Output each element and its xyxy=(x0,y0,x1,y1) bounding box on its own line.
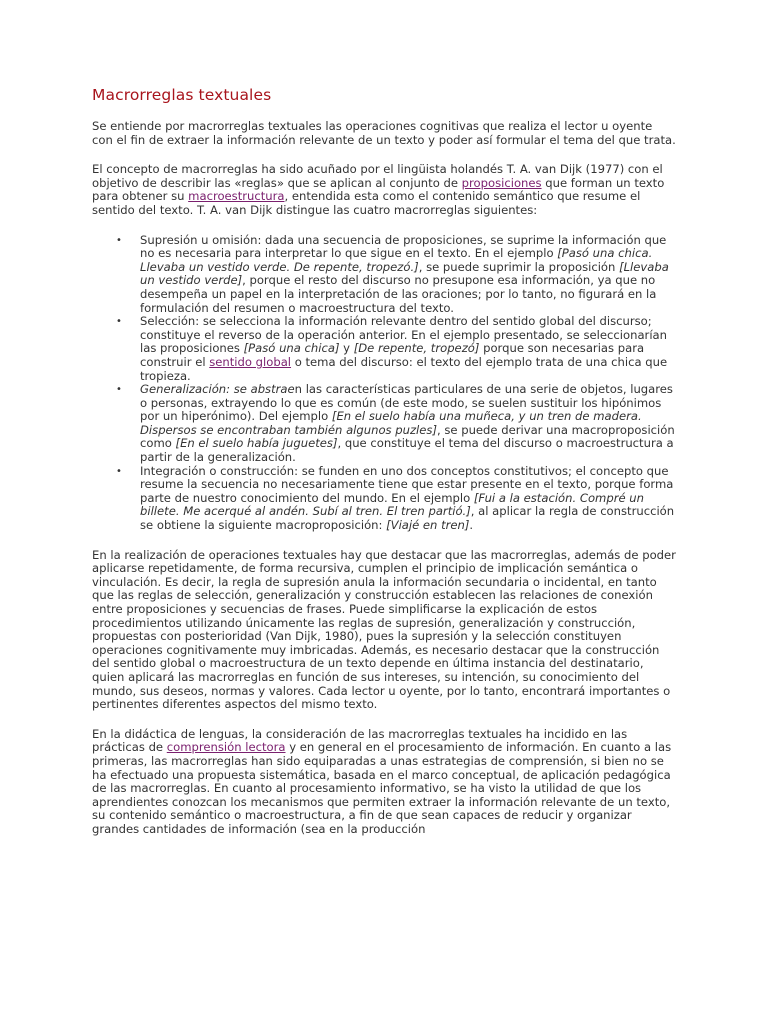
example-text: [En el suelo había una muñeca, y un tren de madera. Dispersos se encontraban también algunos puzles] xyxy=(140,409,642,437)
example-text: [Pasó una chica] xyxy=(243,341,340,356)
text-span: , se puede derivar una macroproposición como xyxy=(140,422,675,451)
link-macroestructura[interactable]: macroestructura xyxy=(188,189,285,204)
list-item-seleccion xyxy=(116,314,676,383)
page-title: Macrorreglas textuales xyxy=(92,86,272,104)
intro-paragraph: Se entiende por macrorreglas textuales las operaciones cognitivas que realiza el lector u oyente con el fin de extraer la información relevante de un texto y poder así formular el tema del que trata. xyxy=(92,119,676,147)
link-proposiciones[interactable]: proposiciones xyxy=(461,175,542,190)
document-page xyxy=(92,86,676,853)
example-text: [De repente, tropezó] xyxy=(353,341,480,356)
text-span: o tema del discurso: el texto del ejemplo trata de una chica que tropieza. xyxy=(140,354,668,383)
text-span: , se puede suprimir la proposición xyxy=(418,259,620,274)
link-comprension-lectora[interactable]: comprensión lectora xyxy=(166,740,286,755)
text-span: que forman un texto para obtener su xyxy=(92,175,665,204)
text-span: n las características particulares de una serie de objetos, lugares o personas, extrayendo lo que es común (de este modo, se suelen sustituir los hipónimos por un hiperónimo). Del ejemplo xyxy=(140,382,673,424)
text-span: Integración o construcción: se funden en uno dos conceptos constitutivos; el concepto que resume la secuencia no necesariamente tiene que estar presente en el texto, porque forma parte de nuestro conocimiento del mundo. En el ejemplo xyxy=(140,463,674,505)
concept-paragraph xyxy=(92,163,676,217)
bullet-icon: • xyxy=(116,234,122,246)
text-span: y xyxy=(339,341,354,356)
text-span: En la didáctica de lenguas, la consideración de las macrorreglas textuales ha incidido en las prácticas de xyxy=(92,726,628,755)
list-item-generalizacion xyxy=(116,382,676,465)
bullet-icon: • xyxy=(116,316,122,328)
text-span: porque son necesarias para construir el xyxy=(140,341,645,369)
text-span: , al aplicar la regla de construcción se obtiene la siguiente macroproposición: xyxy=(140,504,675,533)
didactics-paragraph xyxy=(92,728,676,837)
example-text: [Viajé en tren] xyxy=(386,518,470,533)
bullet-icon: • xyxy=(116,384,122,396)
text-span: , porque el resto del discurso no presupone esa información, ya que no desempeña un papel en la interpretación de las oraciones; por lo tanto, no figurará en la formulación del resumen o macroestructura del texto. xyxy=(140,273,657,315)
text-span: El concepto de macrorreglas ha sido acuñado por el lingüista holandés T. A. van Dijk (1977) con el objetivo de describir las «reglas» que se aplican al conjunto de xyxy=(92,162,663,190)
example-text: [En el suelo había juguetes] xyxy=(175,436,338,451)
text-span: . xyxy=(469,518,474,533)
list-item-integracion xyxy=(116,463,676,533)
operations-paragraph: En la realización de operaciones textuales hay que destacar que las macrorreglas, además de poder aplicarse repetidamente, de forma recursiva, cumplen el principio de implicación semántica o vinculación. Es decir, la regla de supresión anula la información secundaria o incidental, en tanto que las reglas de selección, generalización y construcción establecen las relaciones de conexión entre proposiciones y secuencias de frases. Puede simplificarse la explicación de estos procedimientos utilizando únicamente las reglas de supresión, generalización y construcción, propuestas con posterioridad (Van Dijk, 1980), pues la supresión y la selección constituyen operaciones cognitivamente muy imbricadas. Además, es necesario destacar que la construcción del sentido global o macroestructura de un texto depende en última instancia del destinatario, quien aplicará las macrorreglas en función de sus intereses, su intención, su conocimiento del mundo, sus deseos, normas y valores. Cada lector u oyente, por lo tanto, encontrará importantes o pertinentes diferentes aspectos del mismo texto. xyxy=(92,547,676,712)
bullet-icon: • xyxy=(116,465,122,477)
text-span: Supresión u omisión: dada una secuencia de proposiciones, se suprime la información que no es necesaria para interpretar lo que sigue en el texto. En el ejemplo xyxy=(140,232,667,261)
example-text: [Fui a la estación. Compré un billete. Me acerqué al andén. Subí al tren. El tren partió.] xyxy=(140,490,644,519)
link-sentido-global[interactable]: sentido global xyxy=(209,354,292,369)
text-span: , que constituye el tema del discurso o macroestructura a partir de la generalización. xyxy=(140,436,674,465)
macrorules-list xyxy=(92,234,676,533)
text-span: , entendida esta como el contenido semántico que resume el sentido del texto. T. A. van Dijk distingue las cuatro macrorreglas siguientes: xyxy=(92,189,641,217)
example-text: Generalización: se abstrae xyxy=(140,382,295,397)
list-item-supresion xyxy=(116,232,676,316)
text-span: y en general en el procesamiento de información. En cuanto a las primeras, las macrorreglas han sido equiparadas a unas estrategias de comprensión, si bien no se ha efectuado una propuesta sistemática, basada en el marco conceptual, de aplicación pedagógica de las macrorreglas. En cuanto al procesamiento informativo, se ha visto la utilidad de que los aprendientes conozcan los mecanismos que permiten extraer la información relevante de un texto, su contenido semántico o macroestructura, a fin de que sean capaces de reducir y organizar grandes cantidades de información (sea en la producción xyxy=(92,740,672,836)
example-text: [Pasó una chica. Llevaba un vestido verde. De repente, tropezó.] xyxy=(140,246,653,274)
example-text: [Llevaba un vestido verde] xyxy=(140,259,669,288)
text-span: Selección: se selecciona la información relevante dentro del sentido global del discurso; constituye el reverso de la operación anterior. En el ejemplo presentado, se seleccionarían las proposiciones xyxy=(140,314,667,356)
